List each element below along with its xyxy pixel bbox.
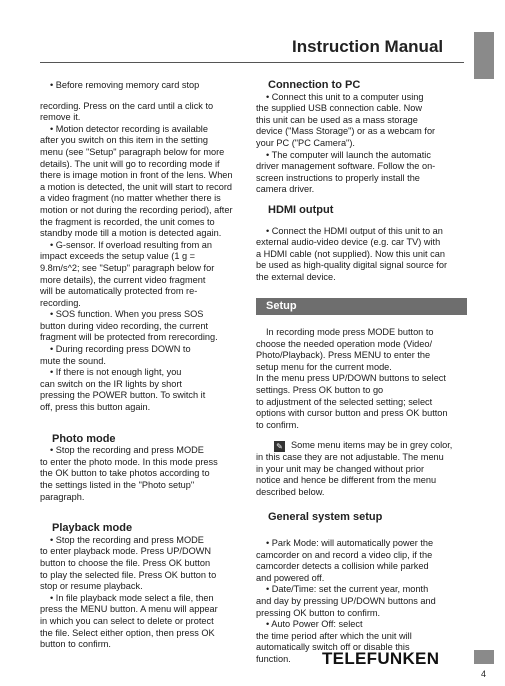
text-line: notice and hence be different from the menu bbox=[256, 475, 437, 486]
text-line: • Park Mode: will automatically power the bbox=[266, 538, 434, 548]
left-column bbox=[40, 80, 245, 651]
text-line: described below. bbox=[256, 486, 325, 497]
text-line: 9.8m/s^2; see "Setup" paragraph below for bbox=[40, 262, 215, 273]
text-line: and day by pressing UP/DOWN buttons and bbox=[256, 595, 436, 606]
memory-card-paragraph bbox=[40, 80, 245, 124]
text-line: more details), the current video fragment bbox=[40, 274, 206, 285]
text-line: • During recording press DOWN to bbox=[50, 344, 191, 355]
text-line: will be automatically protected from re- bbox=[40, 286, 198, 297]
text-line: • Motion detector recording is available bbox=[50, 123, 208, 134]
text-line: • Connect this unit to a computer using bbox=[266, 91, 424, 102]
text-line: camcorder on and record a video clip, if the bbox=[256, 549, 433, 560]
text-line: be used as high-quality digital signal source for bbox=[256, 260, 448, 271]
text-line: • SOS function. When you press SOS bbox=[50, 309, 204, 320]
text-line: the time period after which the unit will bbox=[256, 630, 412, 641]
setup-heading-bar: Setup bbox=[256, 298, 467, 316]
text-line: a HDMI cable (not supplied). Now this unit can bbox=[256, 248, 445, 259]
text-line: the file. Select either option, then press OK bbox=[40, 627, 215, 638]
note-pencil-icon: ✎ bbox=[274, 441, 285, 452]
text-line: mute the sound. bbox=[40, 355, 106, 366]
text-line bbox=[256, 440, 467, 452]
text-line: fragment will be protected from rerecording. bbox=[40, 332, 218, 343]
text-line: • In file playback mode select a file, then bbox=[50, 592, 214, 603]
text-line: • Before removing memory card stop bbox=[50, 80, 200, 90]
text-line: in your unit may be changed without prior bbox=[256, 463, 425, 474]
playback-paragraph-2 bbox=[40, 593, 245, 651]
text-line: • Date/Time: set the current year, month bbox=[266, 584, 429, 595]
note-text: Some menu items may be in grey color, bbox=[291, 440, 453, 451]
text-line: • Connect the HDMI output of this unit to an bbox=[266, 225, 443, 236]
setup-paragraph bbox=[256, 327, 467, 431]
text-line: to play the selected file. Press OK button to bbox=[40, 569, 217, 580]
text-line: in which you can select to delete or protect bbox=[40, 615, 214, 626]
text-line: device ("Mass Storage") or as a webcam for bbox=[256, 126, 436, 137]
text-line: a video fragment (no matter whether there is bbox=[40, 193, 221, 204]
text-line: • If there is not enough light, you bbox=[50, 367, 182, 378]
mute-paragraph bbox=[40, 344, 245, 367]
text-line: • G-sensor. If overload resulting from an bbox=[50, 239, 213, 250]
text-line: external audio-video device (e.g. car TV) with bbox=[256, 237, 441, 248]
text-line: In recording mode press MODE button to bbox=[266, 327, 434, 338]
pc-paragraph-2 bbox=[256, 150, 467, 196]
general-system-setup-heading: General system setup bbox=[268, 511, 383, 524]
text-line: in this case they are not adjustable. The menu bbox=[256, 452, 444, 463]
text-line: to confirm. bbox=[256, 419, 299, 430]
text-line: the external device. bbox=[256, 271, 336, 282]
playback-mode-heading: Playback mode bbox=[52, 522, 133, 535]
text-line: off, press this button again. bbox=[40, 402, 151, 413]
text-line: pressing OK button to confirm. bbox=[256, 607, 381, 618]
text-line: settings. Press OK button to go bbox=[256, 385, 384, 396]
text-line: button to confirm. bbox=[40, 639, 111, 650]
date-time-paragraph bbox=[256, 584, 467, 619]
page-number: 4 bbox=[481, 669, 487, 679]
park-mode-paragraph bbox=[256, 538, 467, 584]
text-line: recording. Press on the card until a click to bbox=[40, 100, 214, 111]
text-line: • Stop the recording and press MODE bbox=[50, 445, 204, 456]
hdmi-output-heading: HDMI output bbox=[268, 203, 334, 216]
g-sensor-paragraph bbox=[40, 240, 245, 310]
text-line: press the MENU button. A menu will appear bbox=[40, 604, 218, 615]
text-line: the settings listed in the "Photo setup" bbox=[40, 480, 195, 490]
text-line: Photo/Playback). Press MENU to enter the bbox=[256, 350, 431, 361]
text-line: to enter playback mode. Press UP/DOWN bbox=[40, 546, 212, 557]
text-line: options with cursor button and press OK button bbox=[256, 408, 448, 419]
note-paragraph bbox=[256, 440, 467, 498]
text-line: function. bbox=[256, 653, 291, 664]
text-line: to enter the photo mode. In this mode press bbox=[40, 456, 218, 467]
hdmi-paragraph bbox=[256, 226, 467, 284]
text-line: menu (see "Setup" paragraph below for more bbox=[40, 146, 225, 157]
page-title: Instruction Manual bbox=[292, 37, 444, 56]
text-line: your PC ("PC Camera"). bbox=[256, 137, 355, 148]
photo-mode-heading: Photo mode bbox=[52, 432, 116, 445]
text-line: the supplied USB connection cable. Now bbox=[256, 103, 422, 114]
text-line: to adjustment of the selected setting; select bbox=[256, 396, 433, 407]
text-line: paragraph. bbox=[40, 491, 85, 502]
text-line: setup menu for the current mode. bbox=[256, 361, 392, 372]
connection-to-pc-heading: Connection to PC bbox=[268, 79, 361, 91]
text-line: camcorder detects a collision while parked bbox=[256, 561, 429, 572]
photo-mode-paragraph bbox=[40, 445, 245, 503]
ir-lights-paragraph bbox=[40, 367, 245, 413]
right-column bbox=[256, 80, 467, 666]
text-line: In the menu press UP/DOWN buttons to select bbox=[256, 373, 446, 384]
playback-paragraph-1 bbox=[40, 535, 245, 593]
motion-detector-paragraph bbox=[40, 124, 245, 240]
text-line: the fragment is recorded, the unit comes to bbox=[40, 216, 215, 227]
text-line: button to choose the file. Press OK button bbox=[40, 557, 211, 568]
text-line: stop or resume playback. bbox=[40, 581, 143, 592]
text-line: driver management software. Follow the on- bbox=[256, 161, 436, 172]
text-line: a motion is detected, the unit will start to record bbox=[40, 181, 233, 192]
text-line: pressing the POWER button. To switch it bbox=[40, 390, 206, 401]
text-line: • Stop the recording and press MODE bbox=[50, 534, 204, 545]
text-line: remove it. bbox=[40, 112, 81, 123]
page-tab-marker bbox=[474, 650, 494, 664]
side-tab-marker bbox=[474, 32, 494, 79]
text-line: after you switch on this item in the setting bbox=[40, 135, 209, 146]
text-line: automatically switch off or disable this bbox=[256, 642, 410, 653]
text-line: details). The unit will go to recording mode if bbox=[40, 158, 220, 169]
text-line: button during video recording, the current bbox=[40, 320, 209, 331]
text-line: camera driver. bbox=[256, 184, 315, 195]
text-line: motion or not during the recording period), after bbox=[40, 204, 233, 215]
text-line: the OK button to take photos according to bbox=[40, 468, 210, 479]
text-line: can switch on the IR lights by short bbox=[40, 378, 182, 389]
sos-paragraph bbox=[40, 309, 245, 344]
brand-logo-text: TELEFUNKEN bbox=[322, 649, 440, 668]
text-line: there is image motion in front of the lens. When bbox=[40, 170, 233, 181]
pc-paragraph-1 bbox=[256, 92, 467, 150]
text-line: and powered off. bbox=[256, 572, 325, 583]
text-line: impact exceeds the setup value (1 g = bbox=[40, 251, 196, 262]
text-line: screen instructions to properly install the bbox=[256, 172, 420, 183]
text-line: this unit can be used as a mass storage bbox=[256, 114, 418, 125]
text-line: • The computer will launch the automatic bbox=[266, 149, 431, 160]
text-line: recording. bbox=[40, 297, 81, 308]
text-line: • Auto Power Off: select bbox=[266, 619, 363, 630]
text-line: choose the needed operation mode (Video/ bbox=[256, 338, 433, 349]
text-line: standby mode till a motion is detected again. bbox=[40, 228, 222, 239]
header-divider bbox=[40, 62, 464, 63]
